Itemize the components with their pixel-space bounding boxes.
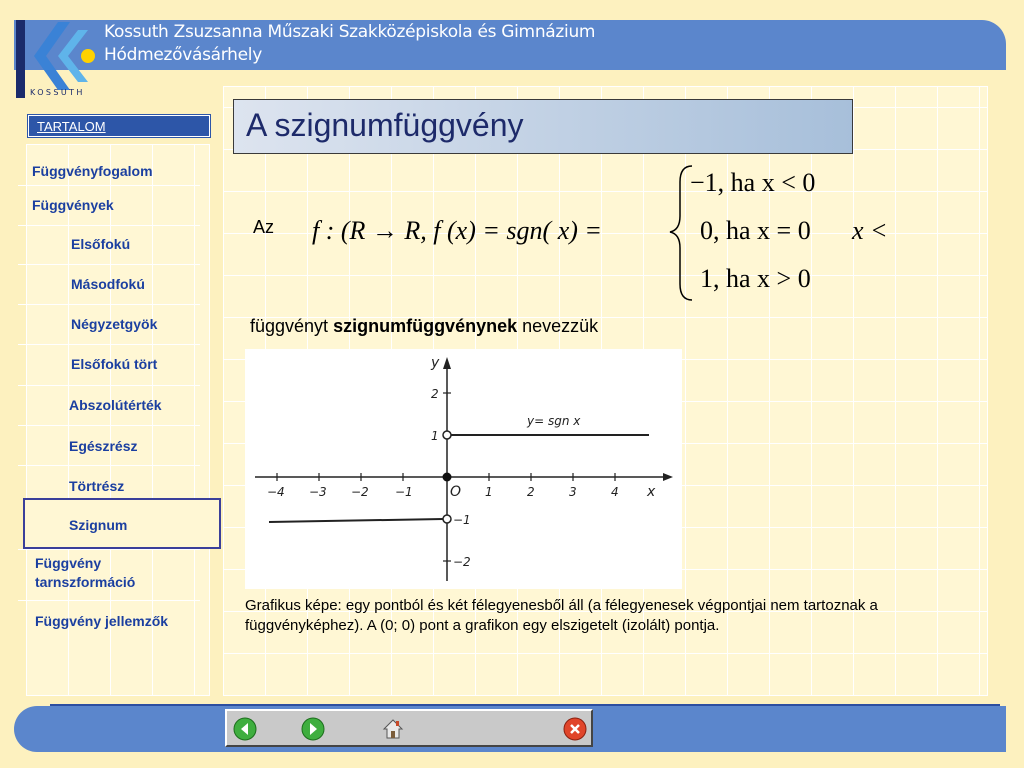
x-tick-label: 4 (611, 485, 619, 499)
title-box (233, 99, 853, 154)
open-endpoint-bottom (443, 515, 451, 523)
negative-ray (269, 519, 443, 522)
toc-label[interactable]: TARTALOM (37, 119, 106, 134)
sidebar-item-elsofoku[interactable]: Elsőfokú (71, 236, 131, 252)
sidebar-item-negyzetgyok[interactable]: Négyzetgyök (71, 316, 158, 332)
logo-text: KOSSUTH (30, 88, 85, 97)
sidebar-item-elsofoku-tort[interactable]: Elsőfokú tört (71, 356, 158, 372)
school-city: Hódmezővásárhely (104, 45, 262, 65)
formula-case-1: −1, ha x < 0 (690, 168, 816, 197)
x-tick-label: −1 (395, 485, 413, 499)
formula-case-3: 1, ha x > 0 (700, 264, 811, 293)
y-tick-label: −1 (453, 513, 471, 527)
x-axis-arrow (663, 473, 673, 481)
x-tick-label: 2 (527, 485, 535, 499)
forward-button[interactable] (301, 717, 325, 741)
definition-text (250, 316, 598, 337)
y-tick-label: 1 (431, 429, 439, 443)
sidebar-item-szignum[interactable]: Szignum (69, 517, 128, 533)
close-button[interactable] (563, 717, 587, 741)
sign-function-graph (245, 349, 682, 589)
sidebar-item-tortresz[interactable]: Törtrész (69, 478, 125, 494)
sidebar-item-fuggvenyek[interactable]: Függvények (32, 197, 114, 213)
formula-case-2: 0, ha x = 0 (700, 216, 811, 245)
formula-brace (670, 166, 692, 300)
sidebar-item-fuggveny-transzformacio[interactable] (35, 554, 135, 592)
x-tick-label: −4 (267, 485, 285, 499)
footer-line (50, 704, 1000, 706)
graph-caption: Grafikus képe: egy pontból és két félegyenesből áll (a félegyenesek végpontjai nem tartoznak a függvényképhez). A (0; 0) pont a grafikon egy elszigetelt (izolált) pontja. (245, 597, 878, 634)
formula-lhs: f : (R → R, f (x) = sgn( x) = (312, 216, 602, 245)
x-tick-label: 3 (569, 485, 577, 499)
x-axis-label: x (647, 484, 656, 500)
back-icon (233, 717, 257, 741)
y-axis-arrow (443, 357, 451, 369)
definition-post: nevezzük (522, 316, 599, 336)
x-tick-label: 1 (485, 485, 493, 499)
sidebar-item-egeszresz[interactable]: Egészrész (69, 438, 138, 454)
toc-link[interactable] (28, 115, 210, 137)
open-endpoint-top (443, 431, 451, 439)
formula-trailing: x < (852, 216, 888, 245)
home-icon (381, 717, 405, 741)
sidebar-item-abszoluterteke[interactable]: Abszolútérték (69, 397, 162, 413)
y-axis-label: y (431, 355, 440, 371)
origin-label: O (450, 484, 462, 500)
sidebar-item-fuggveny-jellemzok[interactable]: Függvény jellemzők (35, 613, 169, 629)
sidebar-item-label-line1: Függvény (35, 555, 102, 571)
sign-function-formula (300, 158, 900, 303)
x-tick-label: −3 (309, 485, 327, 499)
x-tick-label: −2 (351, 485, 369, 499)
intro-text: Az (253, 217, 275, 237)
forward-icon (301, 717, 325, 741)
page-title: A szignumfüggvény (246, 107, 524, 143)
home-button[interactable] (381, 717, 405, 741)
y-tick-label: −2 (453, 555, 471, 569)
definition-term: szignumfüggvénynek (333, 316, 518, 336)
definition-pre: függvényt (250, 316, 329, 336)
sidebar-item-masodfoku[interactable]: Másodfokú (71, 276, 145, 292)
close-icon (563, 717, 587, 741)
sidebar-item-fuggvenyfogalom[interactable]: Függvényfogalom (32, 163, 153, 179)
sidebar-item-label-line2: tarnszformáció (35, 574, 136, 590)
back-button[interactable] (233, 717, 257, 741)
school-name: Kossuth Zsuzsanna Műszaki Szakközépiskola és Gimnázium (104, 22, 596, 42)
isolated-point (443, 473, 452, 482)
function-label: y= sgn x (527, 414, 581, 428)
y-tick-label: 2 (431, 387, 439, 401)
navigation-buttons (225, 709, 593, 747)
